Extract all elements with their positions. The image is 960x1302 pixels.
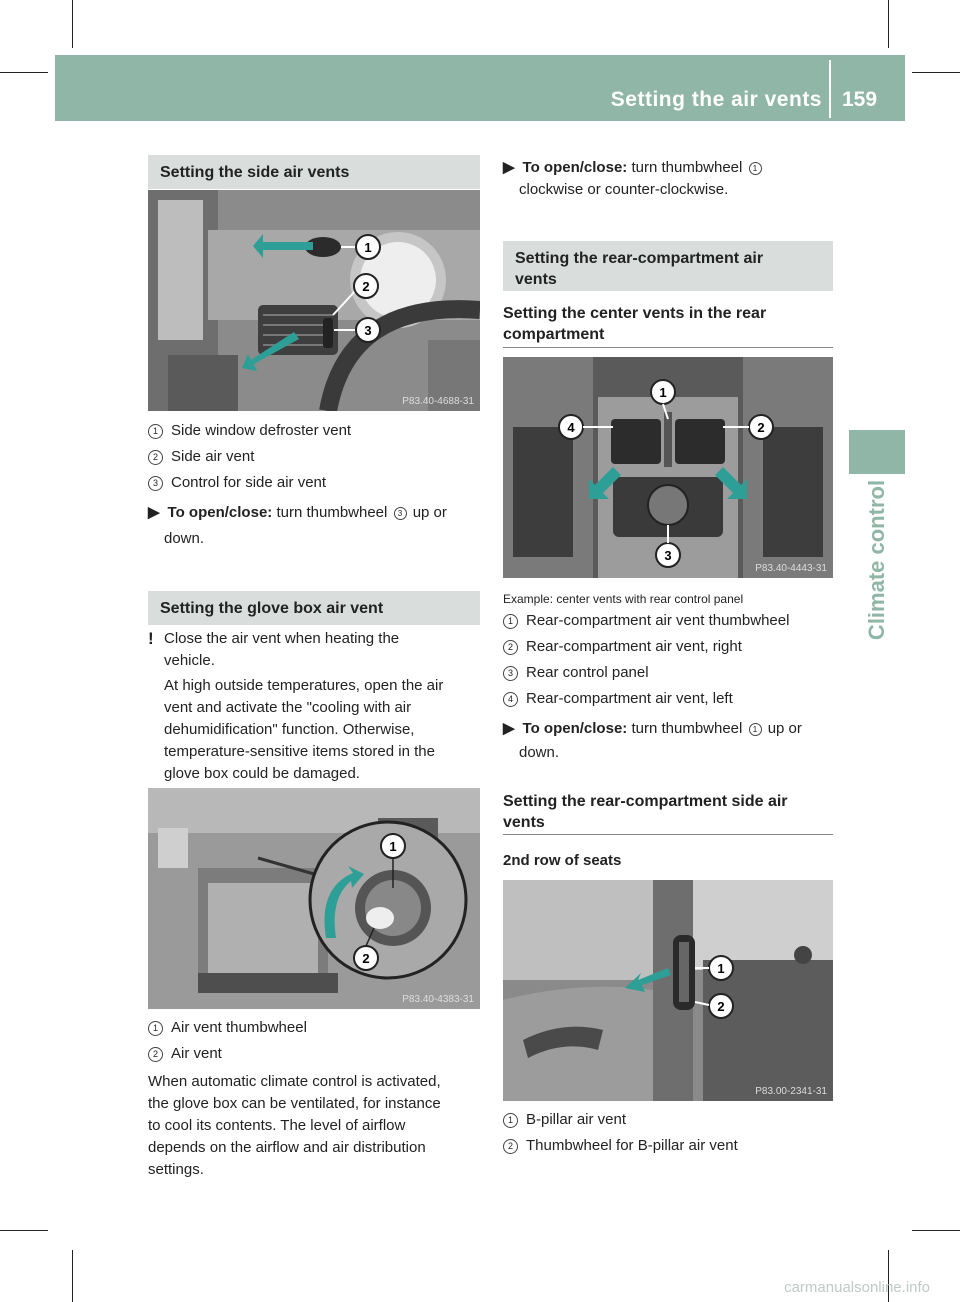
svg-text:1: 1	[659, 385, 667, 400]
section-heading-side-vents: Setting the side air vents	[148, 155, 480, 189]
header-separator	[829, 60, 831, 118]
svg-text:2: 2	[362, 951, 370, 966]
photo-rear-center-vents	[503, 357, 833, 578]
step-arrow-icon: ▶	[148, 504, 160, 521]
callout-number: 1	[148, 424, 163, 439]
photo-glove-box	[148, 788, 480, 1009]
warning-line: dehumidification" function. Otherwise,	[164, 721, 415, 738]
page-header-title: Setting the air vents	[610, 88, 822, 111]
crop-mark	[0, 72, 48, 73]
photo-reference: P83.00-2341-31	[755, 1086, 827, 1097]
page-number: 159	[842, 88, 878, 111]
legend-item: 2 Thumbwheel for B-pillar air vent	[503, 1135, 738, 1156]
callout-number: 2	[148, 450, 163, 465]
legend-item: 3 Control for side air vent	[148, 472, 326, 493]
svg-text:2: 2	[717, 999, 725, 1014]
instruction-cont: down.	[164, 530, 205, 547]
callout-number: 1	[148, 1021, 163, 1036]
crop-mark	[912, 1230, 960, 1231]
warning-line: Close the air vent when heating the	[164, 630, 400, 647]
instruction: ▶ To open/close: turn thumbwheel 1 up or	[503, 720, 802, 737]
svg-text:2: 2	[757, 420, 765, 435]
svg-text:3: 3	[364, 323, 372, 338]
crop-mark	[72, 0, 73, 48]
photo-b-pillar-vent	[503, 880, 833, 1101]
subheading-side-vents: Setting the rear-compartment side air vents	[503, 793, 788, 831]
svg-text:2: 2	[362, 279, 370, 294]
callout-number: 1	[503, 614, 518, 629]
warning-line: At high outside temperatures, open the air	[164, 677, 444, 694]
photo-side-vents	[148, 190, 480, 411]
legend-item: 1 Side window defroster vent	[148, 420, 351, 441]
subheading-rule	[503, 834, 833, 835]
body-line: When automatic climate control is activated,	[148, 1073, 441, 1090]
instruction: ▶ To open/close: turn thumbwheel 3 up or	[148, 504, 447, 521]
photo-reference: P83.40-4443-31	[755, 563, 827, 574]
callout-number: 2	[148, 1047, 163, 1062]
svg-text:1: 1	[364, 240, 372, 255]
legend-item: 2 Side air vent	[148, 446, 254, 467]
row-heading: 2nd row of seats	[503, 852, 622, 869]
instruction-cont: clockwise or counter-clockwise.	[519, 181, 729, 198]
section-heading-glove-box: Setting the glove box air vent	[148, 591, 480, 625]
legend-item: 1 Rear-compartment air vent thumbwheel	[503, 610, 789, 631]
warning-line: vehicle.	[164, 652, 215, 669]
legend-item: 3 Rear control panel	[503, 662, 649, 683]
subheading-rule	[503, 347, 833, 348]
warning-line: vent and activate the "cooling with air	[164, 699, 412, 716]
footer-watermark-url[interactable]: carmanualsonline.info	[784, 1279, 930, 1296]
legend-item: 1 Air vent thumbwheel	[148, 1017, 307, 1038]
legend-item: 2 Rear-compartment air vent, right	[503, 636, 742, 657]
photo-reference: P83.40-4383-31	[402, 994, 474, 1005]
photo-reference: P83.40-4688-31	[402, 396, 474, 407]
section-heading-rear-vents: Setting the rear-compartment air vents	[503, 241, 833, 291]
body-line: depends on the airflow and air distribution	[148, 1139, 426, 1156]
legend-item: 4 Rear-compartment air vent, left	[503, 688, 733, 709]
photo-caption: Example: center vents with rear control panel	[503, 592, 744, 606]
crop-mark	[888, 0, 889, 48]
warning-line: temperature-sensitive items stored in the	[164, 743, 435, 760]
side-tab	[849, 430, 905, 474]
legend-item: 1 B-pillar air vent	[503, 1109, 626, 1130]
callout-number: 4	[503, 692, 518, 707]
step-arrow-icon: ▶	[503, 159, 515, 176]
crop-mark	[912, 72, 960, 73]
callout-number: 3	[148, 476, 163, 491]
chapter-side-label: Climate control	[864, 479, 889, 641]
crop-mark	[72, 1250, 73, 1302]
svg-text:3: 3	[664, 548, 672, 563]
warning-symbol: !	[148, 629, 154, 648]
svg-text:1: 1	[717, 961, 725, 976]
step-arrow-icon: ▶	[503, 720, 515, 737]
callout-number: 2	[503, 640, 518, 655]
body-line: the glove box can be ventilated, for instance	[148, 1095, 441, 1112]
warning-line: glove box could be damaged.	[164, 765, 360, 782]
instruction: ▶ To open/close: turn thumbwheel 1	[503, 157, 764, 178]
callout-number: 3	[503, 666, 518, 681]
svg-text:1: 1	[389, 839, 397, 854]
body-line: settings.	[148, 1161, 204, 1178]
instruction-cont: down.	[519, 744, 560, 761]
svg-text:4: 4	[567, 420, 575, 435]
callout-number: 2	[503, 1139, 518, 1154]
body-line: to cool its contents. The level of airflow	[148, 1117, 406, 1134]
legend-item: 2 Air vent	[148, 1043, 222, 1064]
subheading-center-vents: Setting the center vents in the rear compartment	[503, 305, 767, 343]
callout-number: 1	[503, 1113, 518, 1128]
crop-mark	[0, 1230, 48, 1231]
